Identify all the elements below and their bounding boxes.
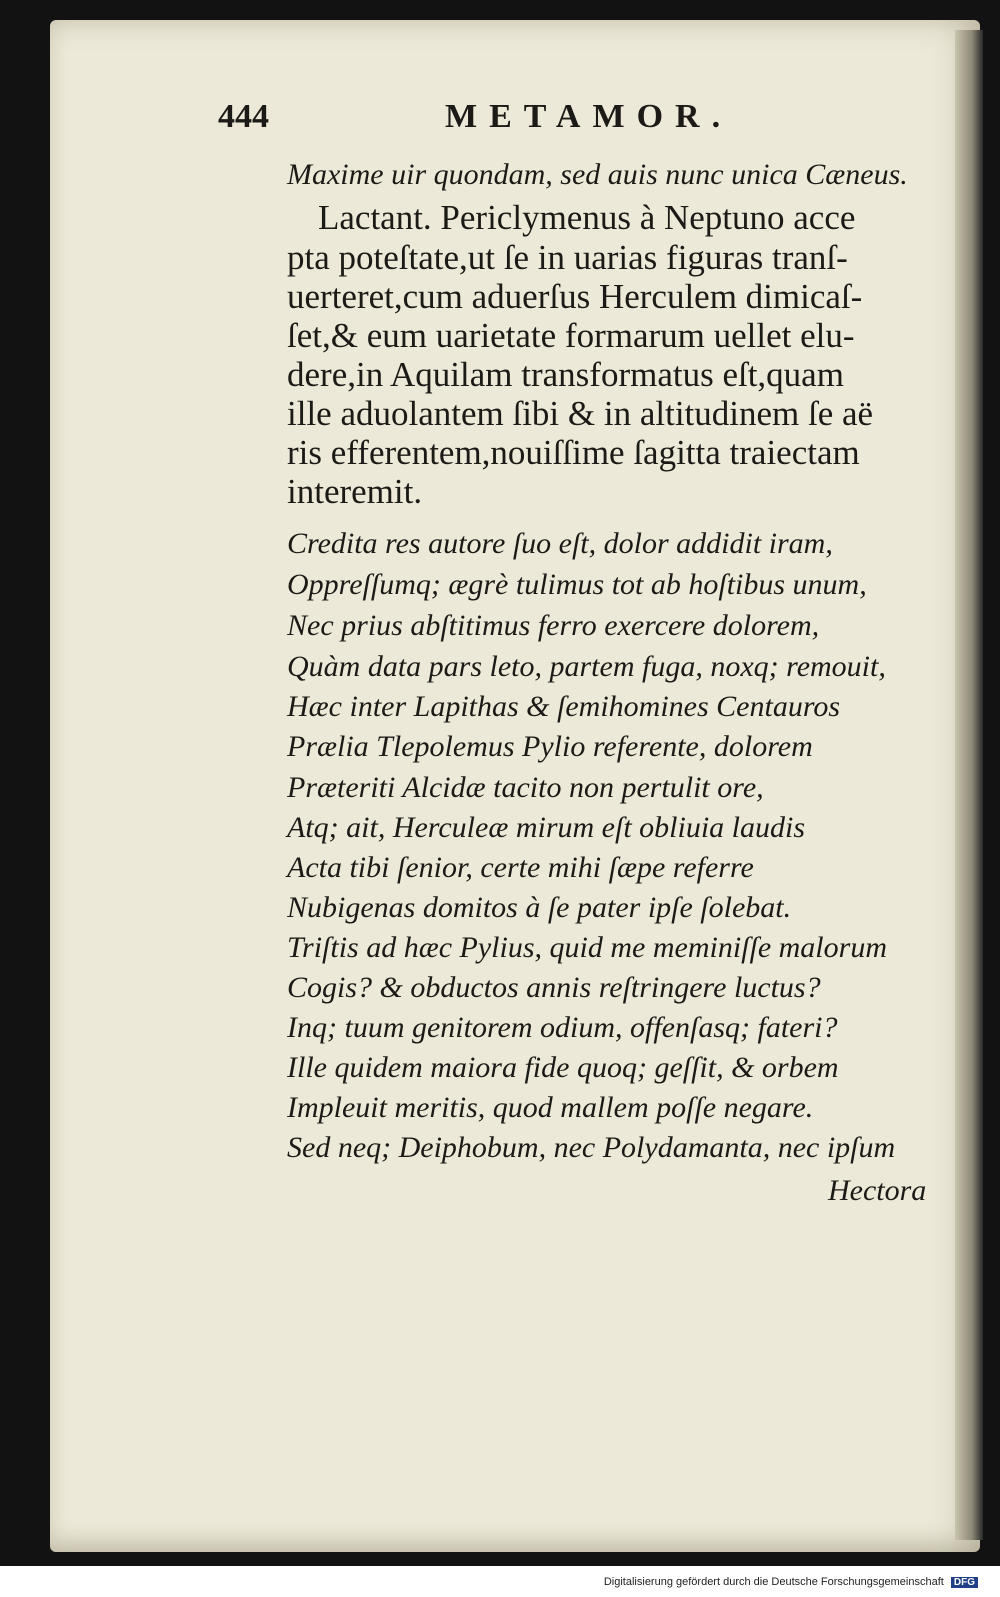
- commentary-line: interemit.: [287, 472, 423, 511]
- top-verse-line: Maxime uir quondam, sed auis nunc unica Cæneus.: [287, 158, 908, 191]
- verse-line: Credita res autore ſuo eſt, dolor addidit iram,: [287, 527, 833, 560]
- commentary-line: ſet,& eum uarietate formarum uellet elu-: [287, 316, 855, 355]
- digitization-footer: [604, 1576, 978, 1588]
- verse-line: Hæc inter Lapithas & ſemihomines Centauros: [287, 690, 841, 723]
- verse-line: Prælia Tlepolemus Pylio referente, dolorem: [287, 730, 813, 763]
- running-head: METAMOR.: [445, 98, 733, 135]
- commentary-line: dere,in Aquilam transformatus eſt,quam: [287, 355, 844, 394]
- verse-line: Triſtis ad hæc Pylius, quid me meminiſſe malorum: [287, 931, 887, 964]
- verse-line: Præteriti Alcidæ tacito non pertulit ore,: [287, 771, 764, 804]
- verse-line: Nec prius abſtitimus ferro exercere dolorem,: [287, 609, 820, 642]
- page-number: 444: [218, 98, 269, 135]
- page-edge: [955, 30, 983, 1540]
- catchword: Hectora: [828, 1174, 927, 1207]
- commentary-line: ille aduolantem ſibi & in altitudinem ſe aë: [287, 394, 874, 433]
- commentary-line: uerteret,cum aduerſus Herculem dimicaſ-: [287, 277, 863, 316]
- verse-line: Ille quidem maiora fide quoq; geſſit, & orbem: [287, 1051, 839, 1084]
- footer-text: Digitalisierung gefördert durch die Deutsche Forschungsgemeinschaft: [603, 1576, 944, 1588]
- verse-line: Atq; ait, Herculeæ mirum eſt obliuia laudis: [287, 811, 806, 844]
- verse-line: Sed neq; Deiphobum, nec Polydamanta, nec ipſum: [287, 1131, 896, 1164]
- verse-line: Impleuit meritis, quod mallem poſſe negare.: [287, 1091, 814, 1124]
- verse-line: Acta tibi ſenior, certe mihi ſæpe referre: [287, 851, 754, 884]
- verse-line: Cogis? & obductos annis reſtringere luctus?: [287, 971, 821, 1004]
- commentary-line: pta poteſtate,ut ſe in uarias figuras tranſ-: [287, 238, 848, 277]
- verse-line: Nubigenas domitos à ſe pater ipſe ſolebat.: [287, 891, 792, 924]
- commentary-line: Lactant. Periclymenus à Neptuno acce: [318, 198, 856, 237]
- verse-line: Quàm data pars leto, partem fuga, noxq; remouit,: [287, 650, 886, 683]
- verse-line: Oppreſſumq; ægrè tulimus tot ab hoſtibus unum,: [287, 568, 867, 601]
- dfg-logo: DFG: [951, 1577, 978, 1588]
- verse-line: Inq; tuum genitorem odium, offenſasq; fateri?: [287, 1011, 838, 1044]
- commentary-line: ris efferentem,nouiſſime ſagitta traiectam: [287, 433, 860, 472]
